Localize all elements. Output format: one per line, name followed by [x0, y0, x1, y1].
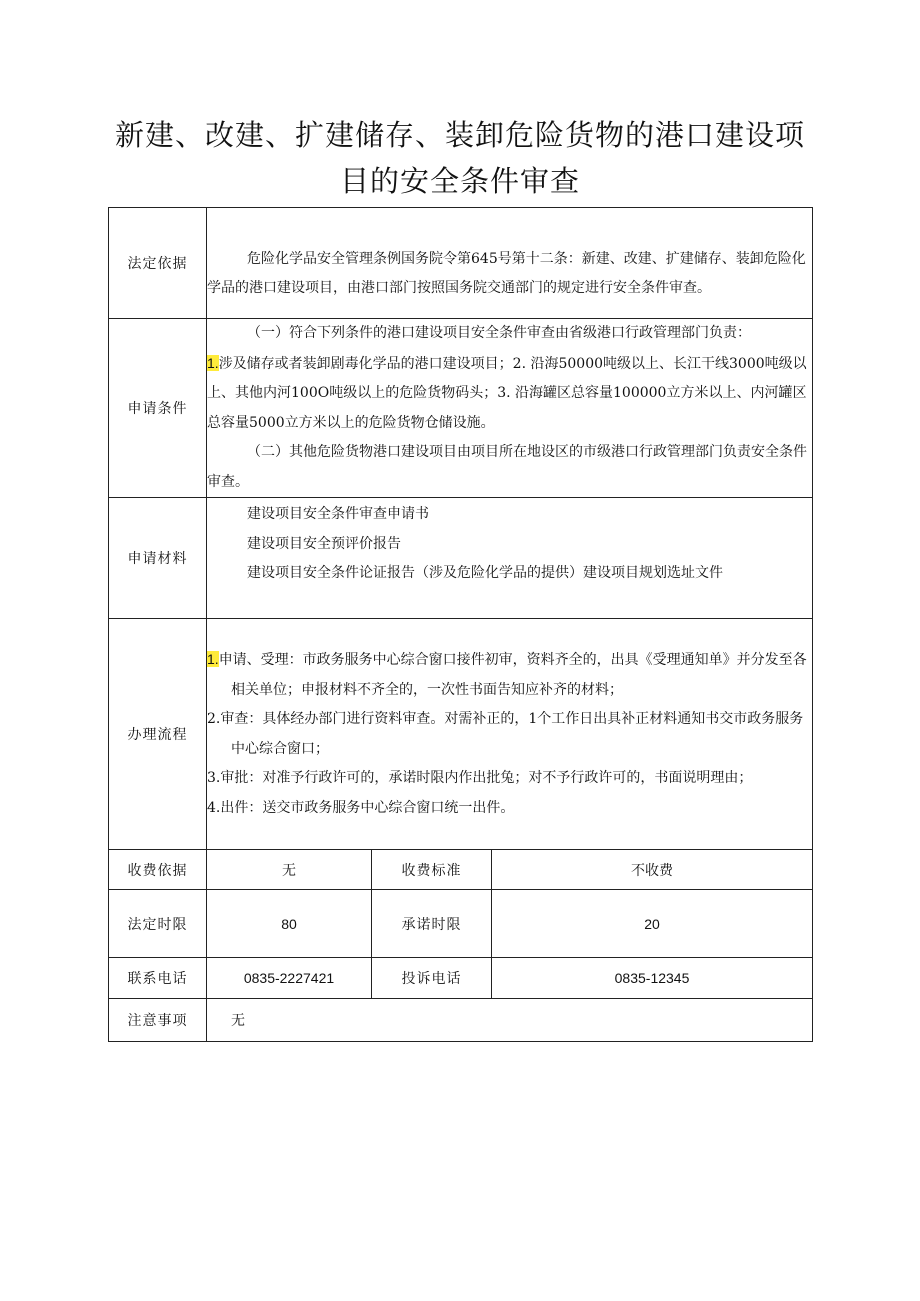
promise-time-value: 20: [492, 890, 813, 958]
materials-label: 申请材料: [109, 498, 207, 619]
conditions-para-2: [207, 349, 810, 439]
legal-basis-cell: [207, 208, 813, 319]
page-title-line1: 新建、改建、扩建储存、装卸危险货物的港口建设项: [114, 118, 805, 152]
material-item-3: 建设项目安全条件论证报告（涉及危险化学品的提供）建设项目规划选址文件: [247, 565, 723, 581]
notes-label: 注意事项: [109, 999, 207, 1042]
material-item-2: 建设项目安全预评价报告: [247, 535, 401, 552]
legal-basis-label: 法定依据: [109, 208, 207, 319]
row-notes: [109, 999, 813, 1042]
process-cell: [207, 619, 813, 850]
promise-time-label: 承诺时限: [372, 890, 492, 958]
legal-time-label: 法定时限: [109, 890, 207, 958]
process-step-1: [207, 645, 810, 705]
process-step-4: 4.出件：送交市政务服务中心综合窗口统一出件。: [207, 799, 515, 816]
notes-value: 无: [207, 999, 813, 1042]
fee-basis-label: 收费依据: [109, 850, 207, 890]
fee-basis-value: 无: [207, 850, 372, 890]
fee-standard-label: 收费标准: [372, 850, 492, 890]
process-step-2: 2.审查：具体经办部门进行资料审查。对需补正的，1个工作日出具补正材料通知书交市政务服务中心综合窗口；: [207, 711, 804, 757]
fee-standard-value: 不收费: [492, 850, 813, 890]
complaint-phone-label: 投诉电话: [372, 958, 492, 999]
process-step-1-text: 申请、受理：市政务服务中心综合窗口接件初审，资料齐全的，出具《受理通知单》并分发至各相关单位；申报材料不齐全的，一次性书面告知应补齐的材料；: [218, 652, 807, 698]
highlight-mark: 1.: [207, 354, 219, 371]
legal-time-value: 80: [207, 890, 372, 958]
page-title: [108, 112, 812, 204]
row-time-limits: [109, 890, 813, 958]
row-process: [109, 619, 813, 850]
row-conditions: [109, 319, 813, 498]
row-phones: [109, 958, 813, 999]
page-title-line2: 目的安全条件审查: [339, 164, 580, 198]
review-form-table: [108, 207, 813, 1042]
conditions-para-3: （二）其他危险货物港口建设项目由项目所在地设区的市级港口行政管理部门负责安全条件审查。: [207, 444, 807, 490]
materials-cell: [207, 498, 813, 619]
contact-phone-value: 0835-2227421: [207, 958, 372, 999]
material-item-1: 建设项目安全条件审查申请书: [247, 506, 429, 522]
process-step-3: 3.审批：对准予行政许可的，承诺时限内作出批兔；对不予行政许可的，书面说明理由；: [207, 770, 753, 786]
row-legal-basis: [109, 208, 813, 319]
contact-phone-label: 联系电话: [109, 958, 207, 999]
conditions-para-1: （一）符合下列条件的港口建设项目安全条件审查由省级港口行政管理部门负责：: [247, 325, 751, 341]
highlight-mark: 1.: [207, 651, 219, 667]
complaint-phone-value: 0835-12345: [492, 958, 813, 999]
process-label: 办理流程: [109, 619, 207, 850]
row-fees: [109, 850, 813, 890]
legal-basis-text: 危险化学品安全管理条例国务院令第645号第十二条：新建、改建、扩建储存、装卸危险化学品的港口建设项目，由港口部门按照国务院交通部门的规定进行安全条件审查。: [207, 250, 806, 296]
conditions-cell: [207, 319, 813, 498]
conditions-label: 申请条件: [109, 319, 207, 498]
row-materials: [109, 498, 813, 619]
conditions-para-2-text: 涉及储存或者装卸剧毒化学品的港口建设项目；2. 沿海50000吨级以上、长江干线3000吨级以上、其他内河100O吨级以上的危险货物码头；3. 沿海罐区总容量100000立方米以上、内河罐区总容量5000立方米以上的危险货物仓储设施。: [207, 355, 807, 431]
